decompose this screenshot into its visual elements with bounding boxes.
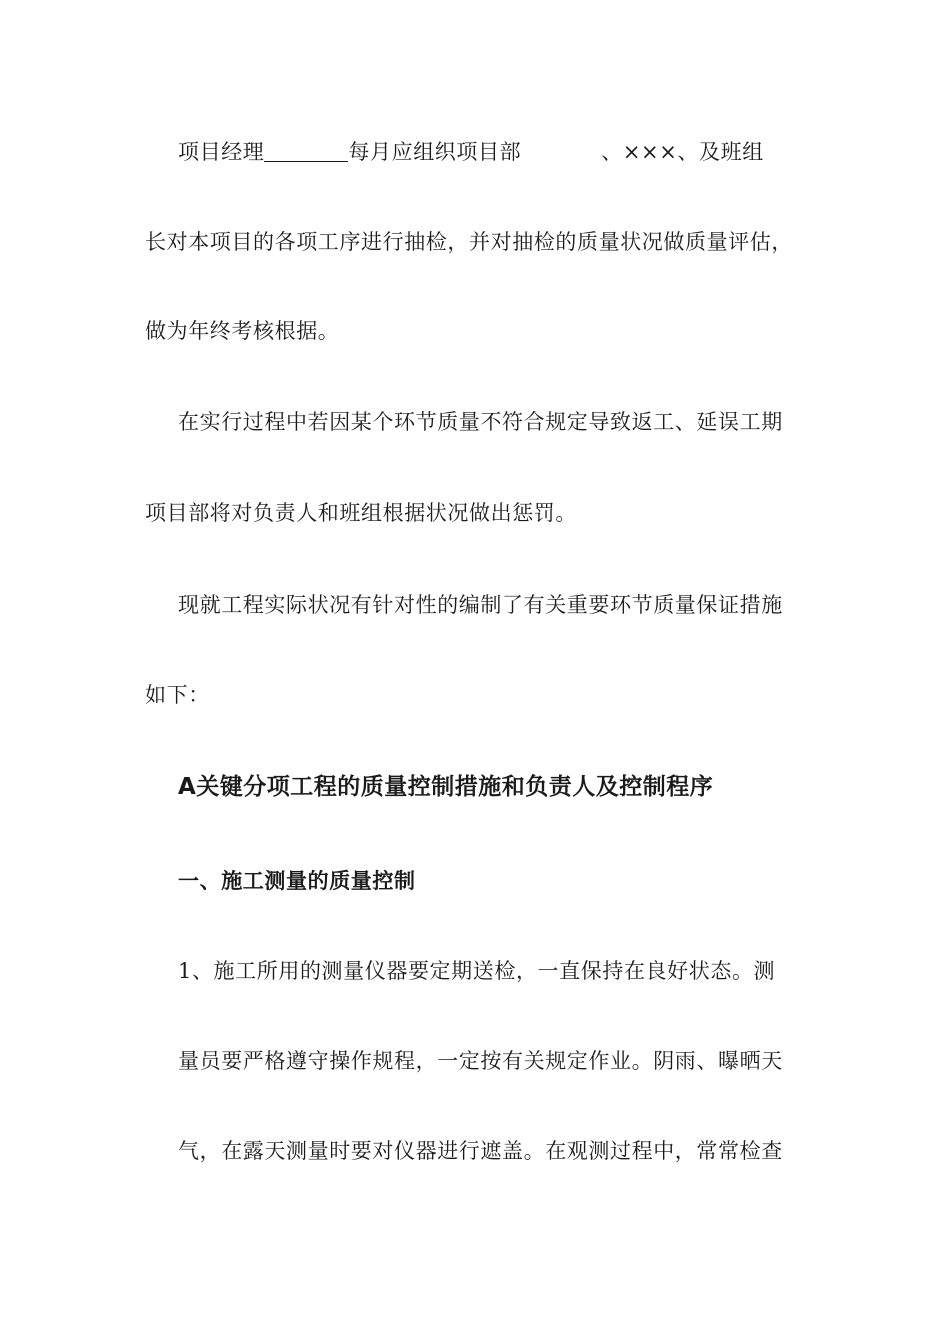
text-monthly-organize: 每月应组织项目部 [348, 140, 522, 164]
blank-underline [264, 139, 348, 162]
item-1-line-1: 1、施工所用的测量仪器要定期送检，一直保持在良好状态。测 [178, 959, 776, 983]
paragraph-2-line-2: 项目部将对负责人和班组根据状况做出惩罚。 [145, 501, 577, 525]
paragraph-2-line-1: 在实行过程中若因某个环节质量不符合规定导致返工、延误工期 [178, 410, 783, 434]
heading-a-title: A关键分项工程的质量控制措施和负责人及控制程序 [178, 774, 714, 800]
item-1-line-3: 气，在露天测量时要对仪器进行遮盖。在观测过程中，常常检查 [178, 1139, 783, 1163]
paragraph-3-line-1: 现就工程实际状况有针对性的编制了有关重要环节质量保证措施 [178, 593, 783, 617]
paragraph-3-line-2: 如下： [145, 683, 210, 707]
text-project-manager: 项目经理 [178, 140, 265, 164]
paragraph-1-line-2: 长对本项目的各项工序进行抽检，并对抽检的质量状况做质量评估， [145, 230, 793, 254]
item-1-line-2: 量员要严格遵守操作规程，一定按有关规定作业。阴雨、曝晒天 [178, 1049, 783, 1073]
paragraph-1-line-1 [178, 137, 764, 167]
paragraph-1-line-3: 做为年终考核根据。 [145, 319, 340, 343]
text-xxx-team: 、×××、及班组 [601, 140, 764, 164]
heading-section-1: 一、施工测量的质量控制 [178, 869, 416, 893]
